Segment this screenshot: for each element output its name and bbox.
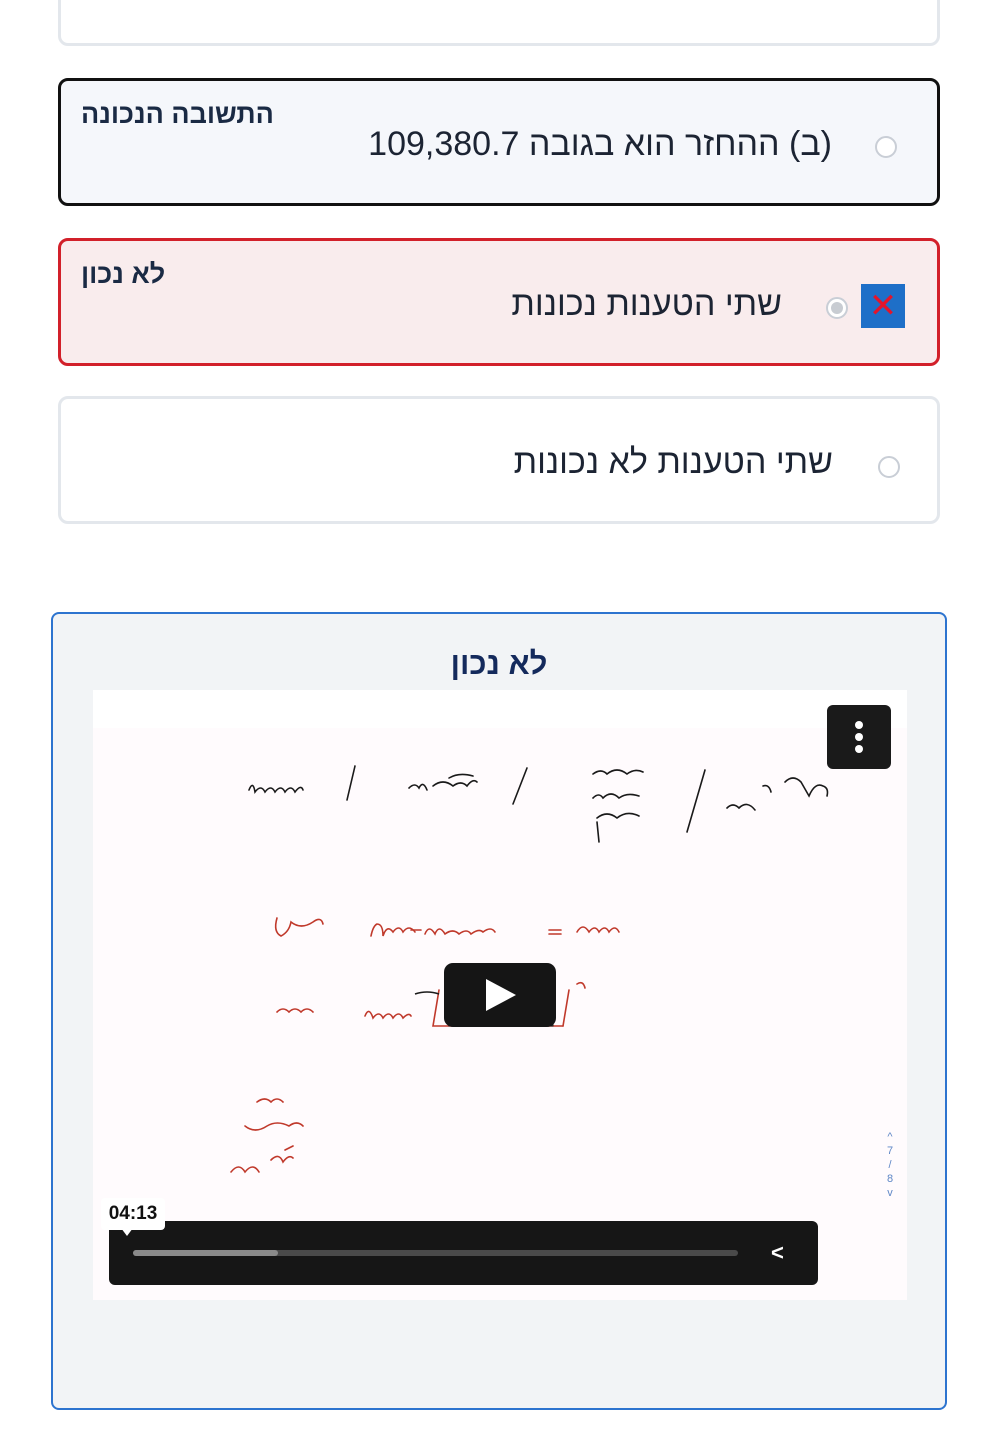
wrong-answer-label: לא נכון bbox=[81, 259, 166, 289]
explanation-panel bbox=[51, 612, 947, 1410]
radio-button[interactable] bbox=[878, 456, 900, 478]
explanation-title: לא נכון bbox=[450, 646, 548, 681]
answer-option[interactable] bbox=[58, 396, 940, 524]
answer-text: שתי הטענות נכונות bbox=[511, 285, 782, 323]
progress-fill bbox=[133, 1250, 278, 1256]
video-control-bar bbox=[109, 1221, 818, 1285]
x-icon: ✕ bbox=[861, 284, 905, 328]
menu-dot-icon bbox=[855, 745, 863, 753]
answer-option-wrong[interactable] bbox=[58, 238, 940, 366]
correct-answer-label: התשובה הנכונה bbox=[81, 99, 274, 129]
play-button[interactable] bbox=[444, 963, 556, 1027]
video-player[interactable] bbox=[93, 690, 907, 1300]
more-options-button[interactable] bbox=[827, 705, 891, 769]
scroll-up-icon[interactable]: ^ bbox=[887, 1131, 893, 1143]
whiteboard-page-scroller[interactable] bbox=[883, 1130, 897, 1202]
page-separator: / bbox=[888, 1159, 892, 1171]
chevron-left-icon[interactable]: < bbox=[771, 1240, 784, 1265]
scroll-down-icon[interactable]: v bbox=[887, 1187, 893, 1199]
radio-button[interactable] bbox=[875, 136, 897, 158]
answer-option-partial[interactable] bbox=[58, 0, 940, 46]
answer-text: שתי הטענות לא נכונות bbox=[513, 443, 833, 481]
progress-track[interactable] bbox=[133, 1250, 738, 1256]
radio-button-selected[interactable] bbox=[826, 297, 848, 319]
menu-dot-icon bbox=[855, 721, 863, 729]
answer-text: (ב) ההחזר הוא בגובה 109,380.7 bbox=[368, 125, 832, 163]
menu-dot-icon bbox=[855, 733, 863, 741]
time-tooltip: 04:13 bbox=[101, 1198, 165, 1230]
page-number-current: 7 bbox=[886, 1145, 894, 1157]
answer-option-correct[interactable] bbox=[58, 78, 940, 206]
page-number-total: 8 bbox=[886, 1173, 894, 1185]
